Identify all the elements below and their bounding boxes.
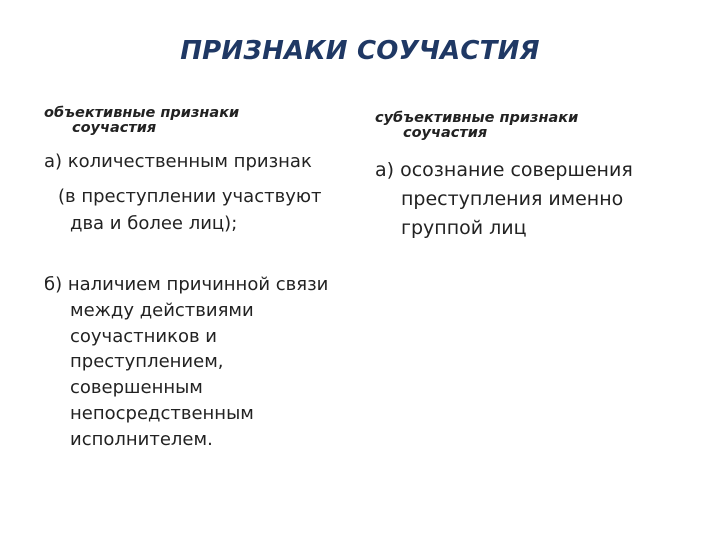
- objective-item-b-line-4: преступлением,: [70, 351, 224, 373]
- objective-signs-heading: [44, 106, 239, 136]
- objective-item-b-line-3: соучастников и: [70, 325, 217, 347]
- objective-item-b-line-6: непосредственным: [70, 402, 254, 424]
- subjective-item-a: [375, 156, 633, 243]
- objective-item-a-note-line-2: два и более лиц);: [70, 213, 238, 234]
- objective-item-b: [44, 272, 328, 453]
- objective-item-a: а) количественным признак: [44, 151, 312, 172]
- objective-item-a-note-line-1: (в преступлении участвуют: [58, 186, 322, 207]
- objective-heading-line-2: соучастия: [72, 120, 157, 136]
- subjective-heading-line-2: соучастия: [403, 125, 488, 141]
- subjective-heading-line-1: субъективные признаки: [375, 110, 579, 126]
- objective-item-b-line-7: исполнителем.: [70, 428, 213, 450]
- subjective-item-a-line-1: а) осознание совершения: [375, 159, 633, 181]
- objective-item-b-line-2: между действиями: [70, 299, 254, 321]
- objective-item-a-note: [58, 183, 322, 237]
- objective-item-b-line-1: б) наличием причинной связи: [44, 274, 329, 295]
- objective-heading-line-1: объективные признаки: [44, 105, 240, 121]
- objective-item-b-line-5: совершенным: [70, 377, 203, 399]
- subjective-item-a-line-2: преступления именно: [401, 188, 624, 210]
- subjective-signs-heading: [375, 111, 578, 141]
- slide-title: ПРИЗНАКИ СОУЧАСТИЯ: [180, 36, 540, 66]
- subjective-item-a-line-3: группой лиц: [401, 217, 527, 239]
